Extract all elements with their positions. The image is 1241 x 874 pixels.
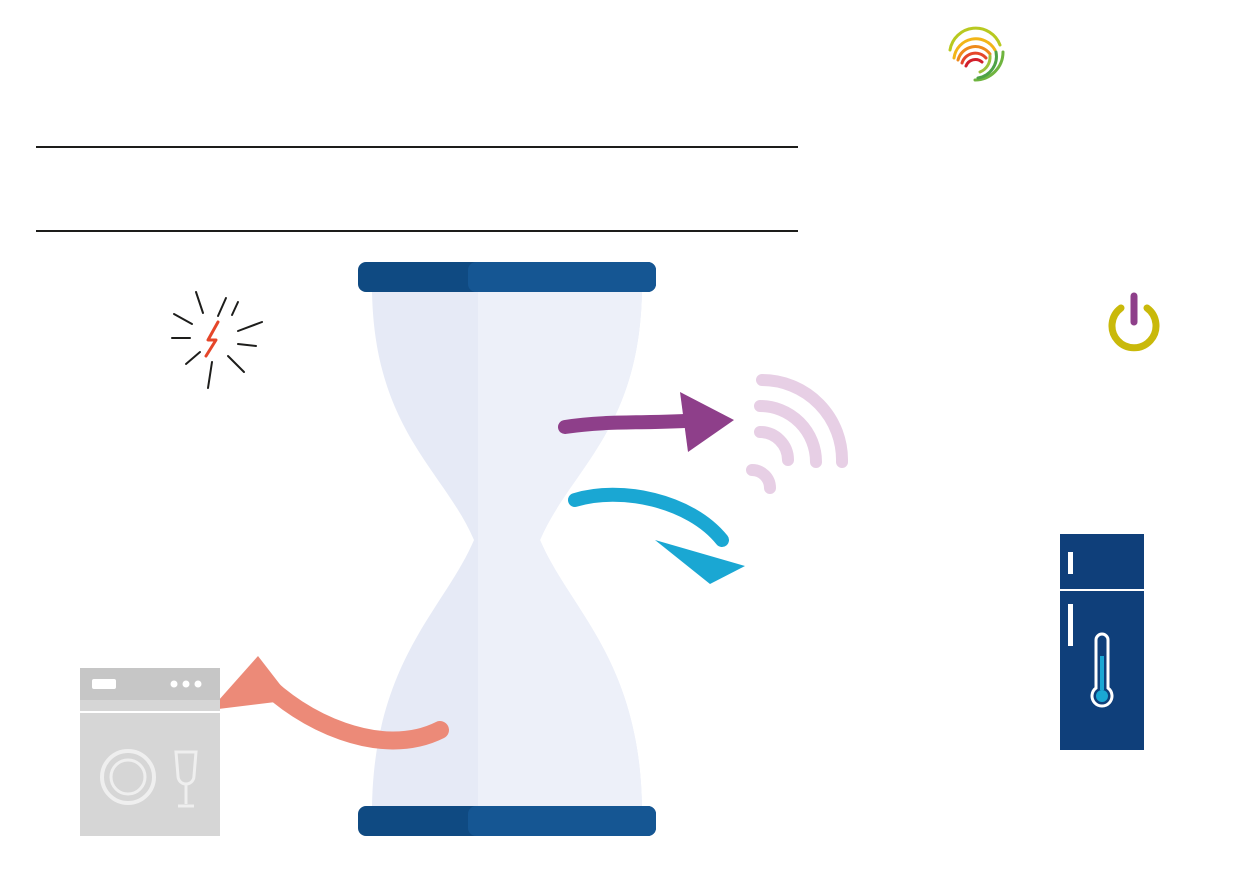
dishwasher-icon [80,668,220,836]
cyan-arrow [575,495,722,540]
wifi-waves-icon [752,380,842,488]
purple-arrow [565,420,700,427]
hourglass-glass-highlight [478,290,642,808]
fridge-icon [1060,534,1144,750]
